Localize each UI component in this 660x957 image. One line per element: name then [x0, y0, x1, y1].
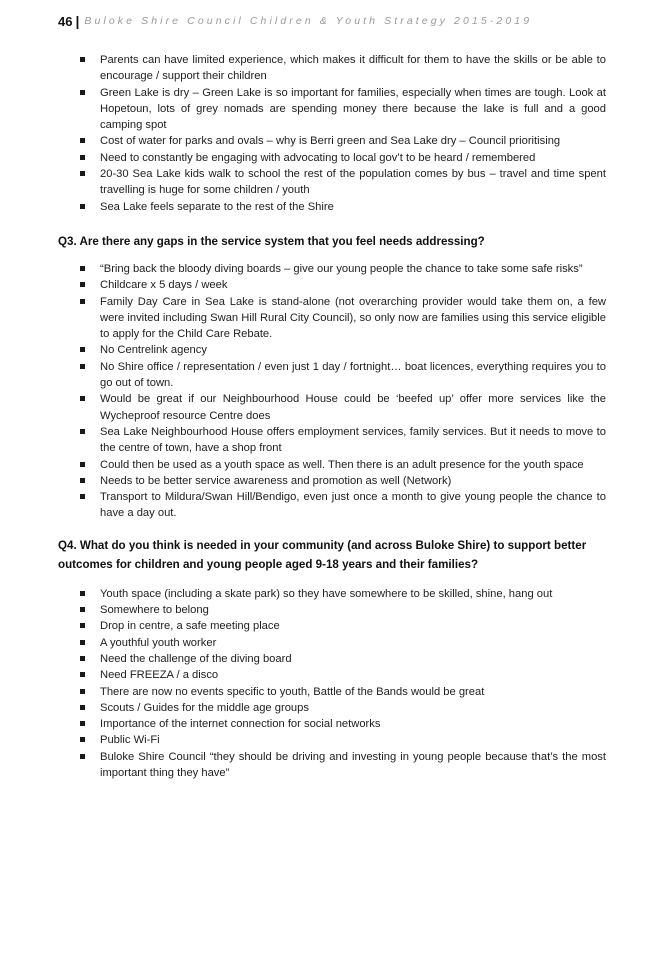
- square-bullet-icon: [80, 623, 85, 628]
- list-item: [58, 261, 606, 277]
- list-item: [58, 700, 606, 716]
- list-item: [58, 602, 606, 618]
- q4-heading: Q4. What do you think is needed in your community (and across Buloke Shire) to support better outcomes for children and young people aged 9-18 years and their families?: [58, 538, 587, 571]
- list-item: [58, 391, 606, 424]
- list-item: [58, 473, 606, 489]
- square-bullet-icon: [80, 364, 85, 369]
- square-bullet-icon: [80, 494, 85, 499]
- square-bullet-icon: [80, 299, 85, 304]
- square-bullet-icon: [80, 282, 85, 287]
- list-item: [58, 359, 606, 392]
- square-bullet-icon: [80, 607, 85, 612]
- list-item-text: Drop in centre, a safe meeting place: [100, 620, 280, 633]
- intro-bullet-list: [58, 52, 606, 215]
- list-item: [58, 133, 606, 149]
- list-item: [58, 489, 606, 522]
- list-item-text: Public Wi-Fi: [100, 734, 160, 747]
- list-item-text: Need FREEZA / a disco: [100, 669, 219, 682]
- square-bullet-icon: [80, 689, 85, 694]
- square-bullet-icon: [80, 155, 85, 160]
- square-bullet-icon: [80, 347, 85, 352]
- list-item: [58, 586, 606, 602]
- list-item-text: Need to constantly be engaging with advocating to local gov’t to be heard / remembered: [100, 151, 536, 164]
- square-bullet-icon: [80, 462, 85, 467]
- square-bullet-icon: [80, 656, 85, 661]
- q4-bullet-list: [58, 586, 606, 782]
- list-item-text: Needs to be better service awareness and promotion as well (Network): [100, 474, 452, 487]
- square-bullet-icon: [80, 754, 85, 759]
- list-item: [58, 166, 606, 199]
- list-item-text: Buloke Shire Council “they should be driving and investing in young people because that’s the most important thing they have”: [100, 750, 606, 779]
- list-item: [58, 716, 606, 732]
- q3-bullet-list: [58, 261, 606, 522]
- list-item-text: Somewhere to belong: [100, 604, 209, 617]
- list-item: [58, 635, 606, 651]
- list-item-text: A youthful youth worker: [100, 636, 217, 649]
- list-item: [58, 342, 606, 358]
- list-item-text: Importance of the internet connection for social networks: [100, 718, 381, 731]
- list-item: [58, 749, 606, 782]
- list-item: [58, 618, 606, 634]
- list-item-text: Would be great if our Neighbourhood House could be ‘beefed up’ offer more services like the Wycheproof resource Centre does: [100, 393, 606, 422]
- list-item: [58, 424, 606, 457]
- page-header: [58, 10, 532, 32]
- list-item-text: Scouts / Guides for the middle age groups: [100, 701, 309, 714]
- list-item-text: No Shire office / representation / even just 1 day / fortnight… boat licences, everything requires you to go out of town.: [100, 360, 606, 390]
- square-bullet-icon: [80, 266, 85, 271]
- list-item-text: Could then be used as a youth space as well. Then there is an adult presence for the youth space: [100, 458, 584, 471]
- square-bullet-icon: [80, 396, 85, 401]
- page-content: [58, 52, 606, 781]
- list-item-text: Sea Lake Neighbourhood House offers employment services, family services. But it needs to move to the centre of town, have a shop front: [100, 425, 606, 455]
- list-item-text: Sea Lake feels separate to the rest of the Shire: [100, 200, 334, 213]
- list-item-text: 20-30 Sea Lake kids walk to school the rest of the population comes by bus – travel and time spent travelling is huge for some children / youth: [100, 168, 606, 197]
- square-bullet-icon: [80, 478, 85, 483]
- list-item-text: Cost of water for parks and ovals – why is Berri green and Sea Lake dry – Council prioritising: [100, 135, 561, 148]
- list-item: [58, 150, 606, 166]
- list-item: [58, 85, 606, 134]
- list-item-text: No Centrelink agency: [100, 344, 207, 357]
- square-bullet-icon: [80, 138, 85, 143]
- list-item-text: There are now no events specific to youth, Battle of the Bands would be great: [100, 685, 485, 698]
- header-separator: |: [75, 13, 80, 29]
- list-item: [58, 277, 606, 293]
- square-bullet-icon: [80, 204, 85, 209]
- square-bullet-icon: [80, 705, 85, 710]
- list-item: [58, 52, 606, 85]
- q3-heading: Q3. Are there any gaps in the service system that you feel needs addressing?: [58, 234, 485, 248]
- list-item-text: “Bring back the bloody diving boards – give our young people the chance to take some safe risks”: [100, 262, 583, 275]
- square-bullet-icon: [80, 171, 85, 176]
- square-bullet-icon: [80, 640, 85, 645]
- list-item-text: Family Day Care in Sea Lake is stand-alone (not overarching provider would take them on, a few were invited including Swan Hill Rural City Council), so only now are families using this service eligible to apply for the Child Care Rebate.: [100, 295, 606, 341]
- list-item: [58, 199, 606, 215]
- square-bullet-icon: [80, 90, 85, 95]
- list-item: [58, 732, 606, 748]
- list-item: [58, 684, 606, 700]
- list-item-text: Transport to Mildura/Swan Hill/Bendigo, even just once a month to give young people the chance to have a day out.: [100, 491, 606, 520]
- square-bullet-icon: [80, 429, 85, 434]
- page-number: 46: [58, 13, 73, 29]
- square-bullet-icon: [80, 721, 85, 726]
- running-title: Buloke Shire Council Children & Youth Strategy 2015-2019: [84, 15, 533, 27]
- list-item-text: Youth space (including a skate park) so they have somewhere to be skilled, shine, hang out: [100, 587, 553, 600]
- square-bullet-icon: [80, 672, 85, 677]
- list-item-text: Need the challenge of the diving board: [100, 652, 292, 665]
- list-item: [58, 667, 606, 683]
- square-bullet-icon: [80, 591, 85, 596]
- list-item-text: Childcare x 5 days / week: [100, 279, 228, 292]
- square-bullet-icon: [80, 737, 85, 742]
- list-item: [58, 294, 606, 343]
- list-item: [58, 457, 606, 473]
- list-item: [58, 651, 606, 667]
- list-item-text: Green Lake is dry – Green Lake is so important for families, especially when times are tough. Look at Hopetoun, lots of grey nomads are spending money there because the lake is full and a good camping spot: [100, 86, 606, 132]
- list-item-text: Parents can have limited experience, which makes it difficult for them to have the skills or be able to encourage / support their children: [100, 54, 606, 83]
- square-bullet-icon: [80, 57, 85, 62]
